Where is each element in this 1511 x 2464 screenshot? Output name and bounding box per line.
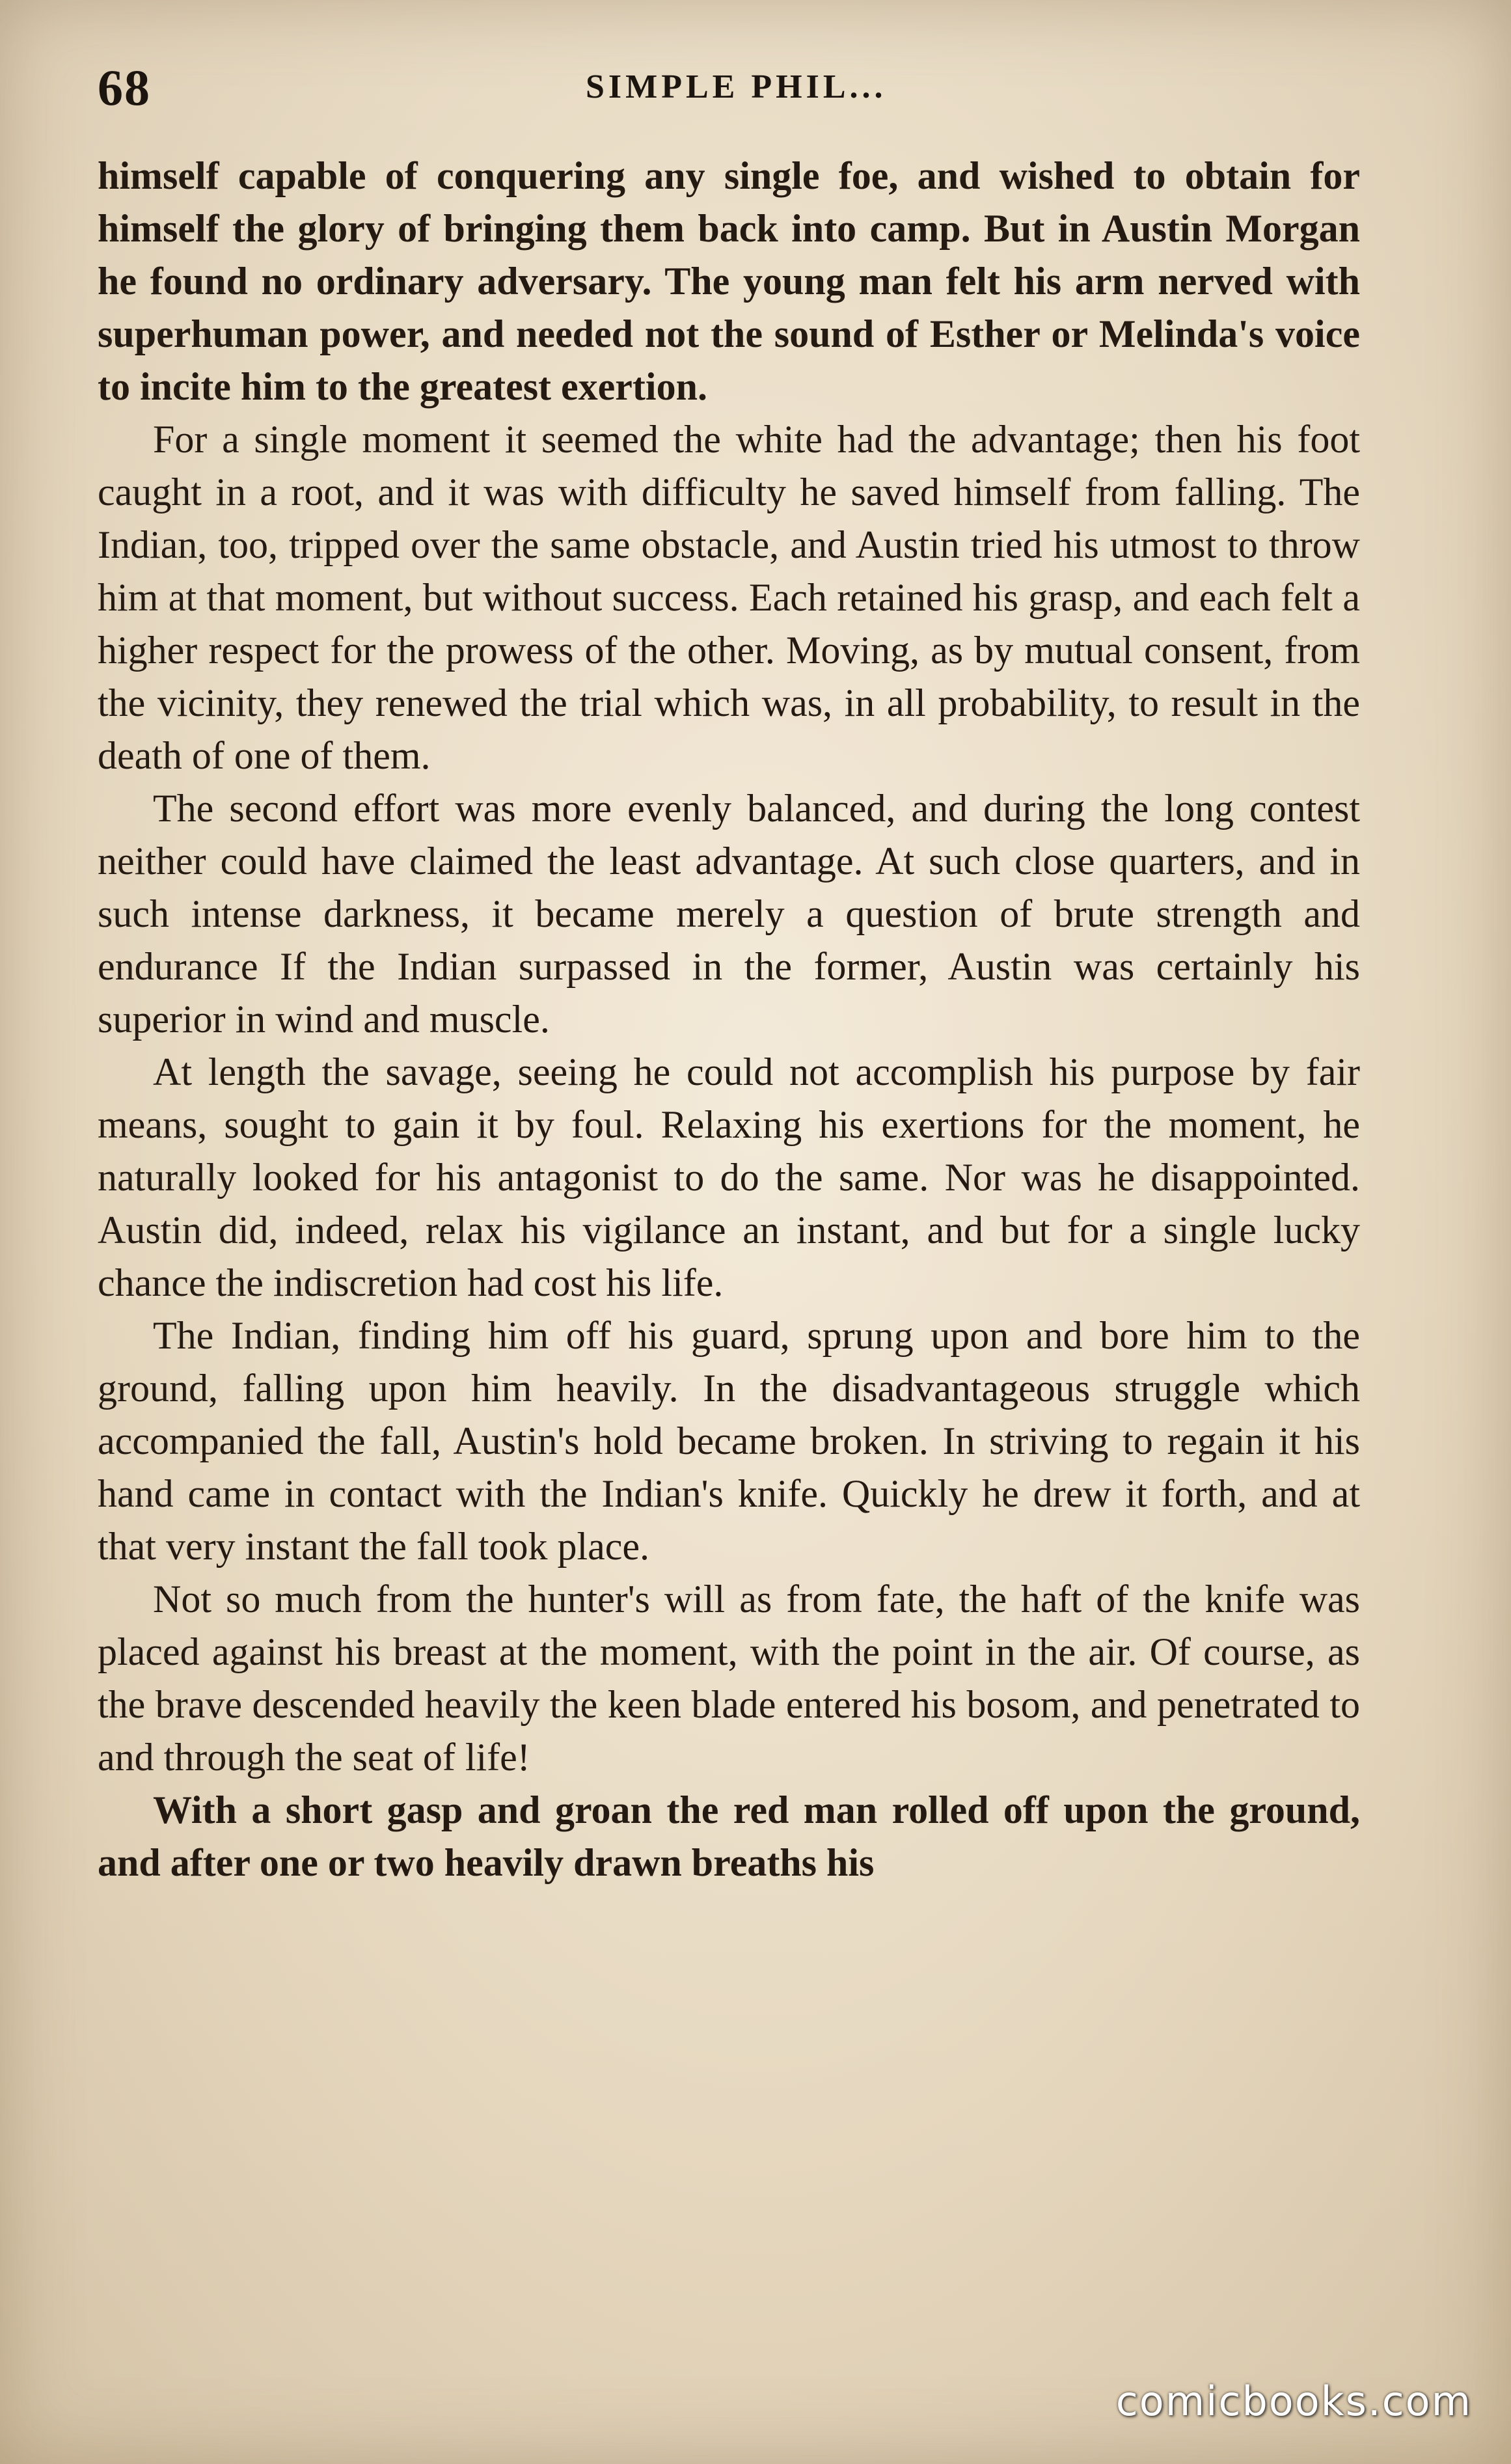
paragraph-7: With a short gasp and groan the red man rolled off upon the ground, and after one or two heavily drawn breaths his xyxy=(98,1788,1360,1884)
body-text xyxy=(98,150,1360,1889)
page-number: 68 xyxy=(98,59,151,116)
paragraph-2: For a single moment it seemed the white had the advantage; then his foot caught in a root, and it was with difficulty he saved himself from falling. The Indian, too, tripped over the same obstacle, and Austin tried his utmost to throw him at that moment, but without success. Each retained his grasp, and each felt a higher respect for the prowess of the other. Moving, as by mutual consent, from the vicinity, they renewed the trial which was, in all probability, to result in the death of one of them. xyxy=(98,418,1360,777)
running-head: SIMPLE PHIL... xyxy=(586,68,887,105)
paragraph-5: The Indian, finding him off his guard, sprung upon and bore him to the ground, falling upon him heavily. In the disadvantageous struggle which accompanied the fall, Austin's hold became broken. In striving to regain it his hand came in contact with the Indian's knife. Quickly he drew it forth, and at that very instant the fall took place. xyxy=(98,1314,1360,1568)
site-watermark: comicbooks.com xyxy=(1115,2377,1472,2425)
paragraph-3: The second effort was more evenly balanced, and during the long contest neither could have claimed the least advantage. At such close quarters, and in such intense darkness, it became merely a question of brute strength and endurance If the Indian surpassed in the former, Austin was certainly his superior in wind and muscle. xyxy=(98,787,1360,1041)
page-header xyxy=(98,59,1393,130)
paragraph-4: At length the savage, seeing he could not accomplish his purpose by fair means, sought to gain it by foul. Relaxing his exertions for the moment, he naturally looked for his antagonist to do the same. Nor was he disappointed. Austin did, indeed, relax his vigilance an instant, and but for a single lucky chance the indiscretion had cost his life. xyxy=(98,1050,1360,1304)
paragraph-6: Not so much from the hunter's will as from fate, the haft of the knife was placed against his breast at the moment, with the point in the air. Of course, as the brave descended heavily the keen blade entered his bosom, and penetrated to and through the seat of life! xyxy=(98,1578,1360,1779)
paragraph-1: himself capable of conquering any single foe, and wished to obtain for himself the glory of bringing them back into camp. But in Austin Morgan he found no ordinary adversary. The young man felt his arm nerved with superhuman power, and needed not the sound of Esther or Melinda's voice to incite him to the greatest exertion. xyxy=(98,154,1360,408)
